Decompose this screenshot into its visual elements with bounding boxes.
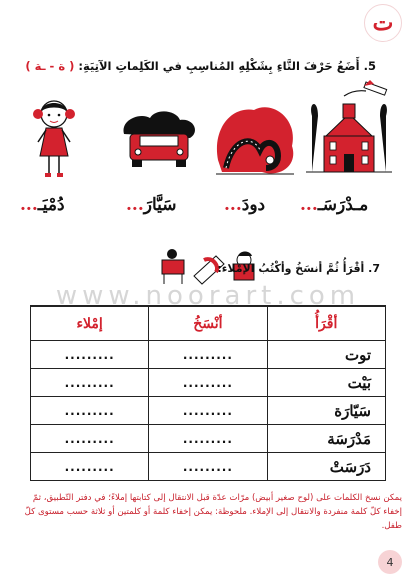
copy-blank[interactable]: ......... bbox=[149, 341, 267, 369]
table-row bbox=[31, 425, 386, 453]
read-word: مَدْرَسَة bbox=[267, 425, 386, 453]
exercise7-instruction: 7. أقْرَأُ ثُمَّ أنسَخُ وأكْتُبُ الإمْلاء: bbox=[217, 262, 380, 275]
word-text: سَيَّارَ bbox=[143, 195, 177, 215]
exercise5-instruction-text: 5. أَضَعُ حَرْفَ التَّاءِ بِشَكْلِهِ المُناسِبِ في الكَلِماتِ الآتِيَةِ: bbox=[78, 59, 376, 73]
table-row bbox=[31, 369, 386, 397]
dictation-blank[interactable]: ......... bbox=[31, 341, 149, 369]
school-picture bbox=[304, 96, 394, 180]
read-word: سَيّارَة bbox=[267, 397, 386, 425]
dictation-blank[interactable]: ......... bbox=[31, 369, 149, 397]
read-word: توت bbox=[267, 341, 386, 369]
column-header-read: أقْرَأُ bbox=[267, 306, 386, 341]
copy-blank[interactable]: ......... bbox=[149, 453, 267, 481]
exercise5-hint: ( ة - ـة ) bbox=[25, 59, 75, 73]
letter-badge: ت bbox=[364, 4, 402, 42]
exercise5-instruction bbox=[25, 59, 376, 73]
dictation-blank[interactable]: ......... bbox=[31, 397, 149, 425]
word-blank: ... bbox=[20, 195, 38, 215]
table-row bbox=[31, 453, 386, 481]
watermark: www.noorart.com bbox=[55, 281, 361, 311]
exercise5-pictures bbox=[22, 92, 394, 184]
desk-child-icon bbox=[162, 249, 184, 284]
word-item-worm bbox=[224, 195, 265, 215]
column-header-copy: أنْسَخُ bbox=[149, 306, 267, 341]
copy-blank[interactable]: ......... bbox=[149, 369, 267, 397]
word-text: دُمْيَـ bbox=[37, 195, 65, 215]
word-text: دودَ bbox=[241, 195, 266, 215]
word-blank: ... bbox=[126, 195, 144, 215]
copy-blank[interactable]: ......... bbox=[149, 425, 267, 453]
column-header-dictation: إمْلاء bbox=[31, 306, 149, 341]
car-picture bbox=[120, 108, 198, 170]
read-word: بَيْت bbox=[267, 369, 386, 397]
doll-picture bbox=[30, 94, 78, 180]
copy-blank[interactable]: ......... bbox=[149, 397, 267, 425]
word-text: مـدْرَسَـ bbox=[317, 195, 369, 215]
word-blank: ... bbox=[224, 195, 242, 215]
word-blank: ... bbox=[300, 195, 318, 215]
table-header-row bbox=[31, 306, 386, 341]
exercise5-words bbox=[14, 195, 402, 225]
teacher-note: يمكن نسخ الكلمات على (لوح صغير أبيض) مرّات عدّة قبل الانتقال إلى كتابتها إملاءً؛ في دفتر التّطبيق، ثمّ إخفاء كلّ كلمة منفردة والانتقال إلى الإملاء. ملحوظة: يمكن إخفاء كلمة أو كلمتين أو ثلاثة حسب مستوى كلّ طفل. bbox=[24, 493, 402, 531]
worm-picture bbox=[212, 98, 298, 180]
table-row bbox=[31, 397, 386, 425]
dictation-blank[interactable]: ......... bbox=[31, 453, 149, 481]
word-item-doll bbox=[20, 195, 65, 215]
reading-table bbox=[30, 305, 386, 481]
word-item-car bbox=[126, 195, 177, 215]
read-word: دَرَسَتْ bbox=[267, 453, 386, 481]
dictation-blank[interactable]: ......... bbox=[31, 425, 149, 453]
page-number: 4 bbox=[378, 550, 402, 574]
word-item-school bbox=[300, 195, 368, 215]
table-row bbox=[31, 341, 386, 369]
